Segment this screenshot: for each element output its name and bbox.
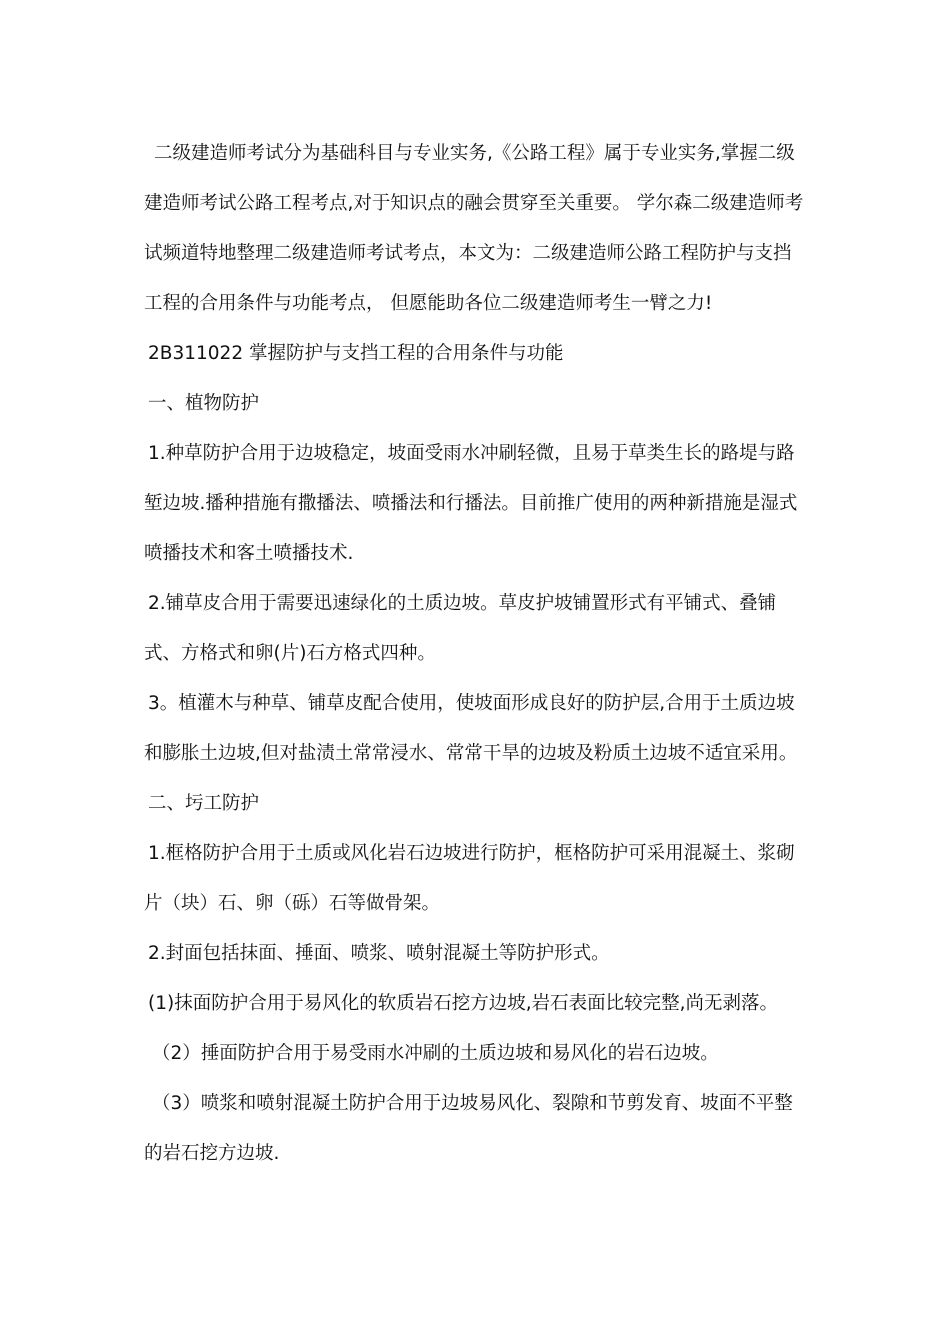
item-frame-protection: 1.框格防护合用于土质或风化岩石边坡进行防护，框格防护可采用混凝土、浆砌片（块）石、卵（砾）石等做骨架。 bbox=[144, 843, 795, 914]
item-grass-planting: 1.种草防护合用于边坡稳定，坡面受雨水冲刷轻微，且易于草类生长的路堤与路堑边坡.播种措施有撒播法、喷播法和行播法。目前推广使用的两种新措施是湿式喷播技术和客土喷播技术. bbox=[144, 443, 798, 564]
subitem-shotcrete: （3）喷浆和喷射混凝土防护合用于边坡易风化、裂隙和节剪发育、坡面不平整的岩石挖方边坡. bbox=[144, 1093, 793, 1164]
item-surface-sealing: 2.封面包括抹面、捶面、喷浆、喷射混凝土等防护形式。 bbox=[148, 943, 610, 964]
subitem-plastering: (1)抹面防护合用于易风化的软质岩石挖方边坡,岩石表面比较完整,尚无剥落。 bbox=[148, 993, 778, 1014]
subitem-tamping: （2）捶面防护合用于易受雨水冲刷的土质边坡和易风化的岩石边坡。 bbox=[152, 1043, 719, 1064]
item-turf-laying: 2.铺草皮合用于需要迅速绿化的土质边坡。草皮护坡铺置形式有平铺式、叠铺式、方格式和卵(片)石方格式四种。 bbox=[144, 593, 777, 664]
intro-paragraph: 二级建造师考试分为基础科目与专业实务,《公路工程》属于专业实务,掌握二级建造师考试公路工程考点,对于知识点的融会贯穿至关重要。 学尔森二级建造师考试频道特地整理二级建造师考试考点，本文为：二级建造师公路工程防护与支挡工程的合用条件与功能考点， 但愿能助各位二级建造师考生一臂之力! bbox=[144, 143, 804, 314]
document-body bbox=[144, 129, 808, 1179]
section-code-heading: 2B311022 掌握防护与支挡工程的合用条件与功能 bbox=[148, 343, 564, 364]
heading-masonry-protection: 二、圬工防护 bbox=[148, 793, 260, 814]
item-shrub-planting: 3。植灌木与种草、铺草皮配合使用，使坡面形成良好的防护层,合用于土质边坡和膨胀土边坡,但对盐渍土常常浸水、常常干旱的边坡及粉质土边坡不适宜采用。 bbox=[144, 693, 798, 764]
heading-plant-protection: 一、植物防护 bbox=[148, 393, 260, 414]
